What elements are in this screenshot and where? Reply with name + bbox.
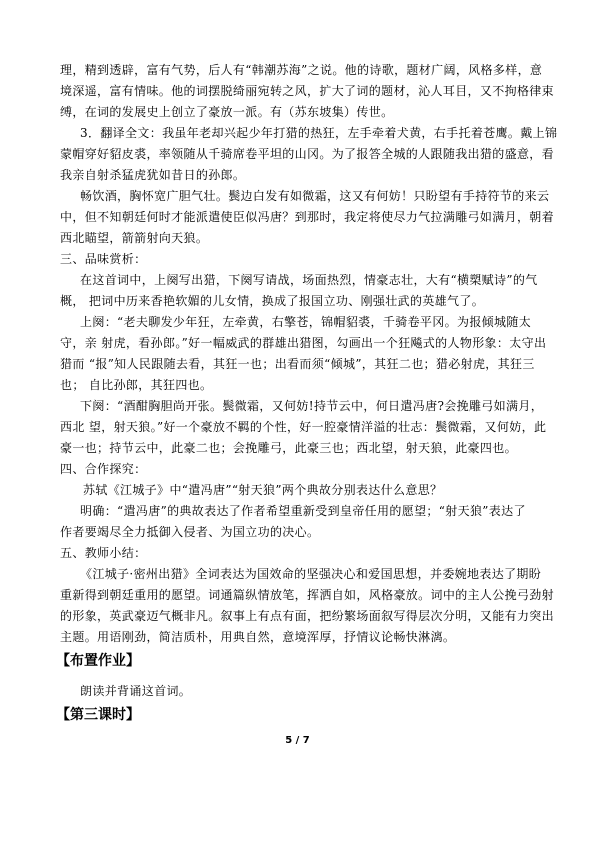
text-line: 猎而 “报”知人民跟随去看，其狂一也；出看而须“倾城”，其狂二也；猎必射虎，其狂三: [60, 357, 535, 371]
text-line: 朗读并背诵这首词。: [80, 684, 192, 698]
text-line: 重新得到朝廷重用的愿望。词通篇纵情放笔，挥洒自如，风格豪放。词中的主人公挽弓劲射: [60, 588, 555, 602]
text-line: 守，亲 射虎，看孙郎。”好一幅威武的群雄出猎图，勾画出一个狂飚式的人物形象：太守出: [60, 336, 547, 350]
text-line: 我亲自射杀猛虎犹如昔日的孙郎。: [60, 168, 246, 182]
text-line: 《江城子·密州出猎》全词表达为国效命的坚强决心和爱国思想，并委婉地表达了期盼: [80, 567, 542, 581]
text-line: 西北瞄望，箭箭射向天狼。: [60, 231, 209, 245]
text-line: 畅饮酒，胸怀宽广胆气壮。鬓边白发有如微霜，这又有何妨！只盼望有手持符节的来云: [80, 189, 550, 203]
text-line: 作者要竭尽全力抵御入侵者、为国立功的决心。: [60, 525, 320, 539]
text-line: 也； 自比孙郎，其狂四也。: [60, 378, 213, 392]
text-line: 上阕：“老夫聊发少年狂，左牵黄，右擎苍，锦帽貂裘，千骑卷平冈。为报倾城随太: [80, 315, 532, 329]
text-line: 蒙帽穿好貂皮裘，率领随从千骑席卷平坦的山冈。为了报答全城的人跟随我出猎的盛意，看: [60, 147, 555, 161]
text-line: 缚，在词的发展史上创立了豪放一派。有（苏东坡集）传世。: [60, 105, 394, 119]
section-heading: 三、品味赏析：: [60, 252, 147, 266]
text-line: 明确：“遣冯唐”的典故表达了作者希望重新受到皇帝任用的愿望；“射天狼”表达了: [80, 504, 526, 518]
text-line: 理，精到透辟，富有气势，后人有“韩潮苏海”之说。他的诗歌，题材广阔，风格多样，意: [60, 63, 543, 77]
third-lesson-heading: 【第三课时】: [56, 707, 140, 723]
text-line: 3．翻译全文：我虽年老却兴起少年打猎的热狂，左手牵着犬黄，右手托着苍鹰。戴上锦: [80, 126, 558, 140]
text-line: 中，但不知朝廷何时才能派遣使臣似冯唐？到那时，我定将使尽力气拉满雕弓如满月，朝着: [60, 210, 555, 224]
text-line: 概， 把词中历来香艳软媚的儿女情，换成了报国立功、刚强壮武的英雄气了。: [60, 294, 485, 308]
text-line: 西北 望，射天狼。”好一个豪放不羁的个性，好一腔豪情洋溢的壮志：鬓微霜，又何妨，此: [60, 420, 547, 434]
page-number: 5 / 7: [285, 735, 310, 746]
text-line: 的形象，英武豪迈气概非凡。叙事上有点有面，把纷繁场面叙写得层次分明，又能有力突出: [60, 609, 555, 623]
homework-heading: 【布置作业】: [56, 653, 140, 669]
text-line: 境深遥，富有情味。他的词摆脱绮丽宛转之风，扩大了词的题材，沁人耳目，又不拘格律束: [60, 84, 555, 98]
text-line: 豪一也；持节云中，此豪二也；会挽雕弓，此豪三也；西北望，射天狼，此豪四也。: [60, 441, 517, 455]
section-heading: 五、教师小结：: [60, 546, 147, 560]
section-heading: 四、合作探究：: [60, 462, 147, 476]
text-line: 主题。用语刚劲，简洁质朴，用典自然，意境浑厚，抒情议论畅快淋漓。: [60, 630, 456, 644]
text-line: 在这首词中，上阕写出猎，下阕写请战，场面热烈，情豪志壮，大有“横槊赋诗”的气: [80, 273, 538, 287]
text-line: 下阕：“酒酣胸胆尚开张。鬓微霜，又何妨!持节云中，何日遣冯唐?会挽雕弓如满月，: [80, 399, 544, 413]
question-line: 苏轼《江城子》中“遣冯唐”“射天狼”两个典故分别表达什么意思？: [83, 483, 443, 497]
